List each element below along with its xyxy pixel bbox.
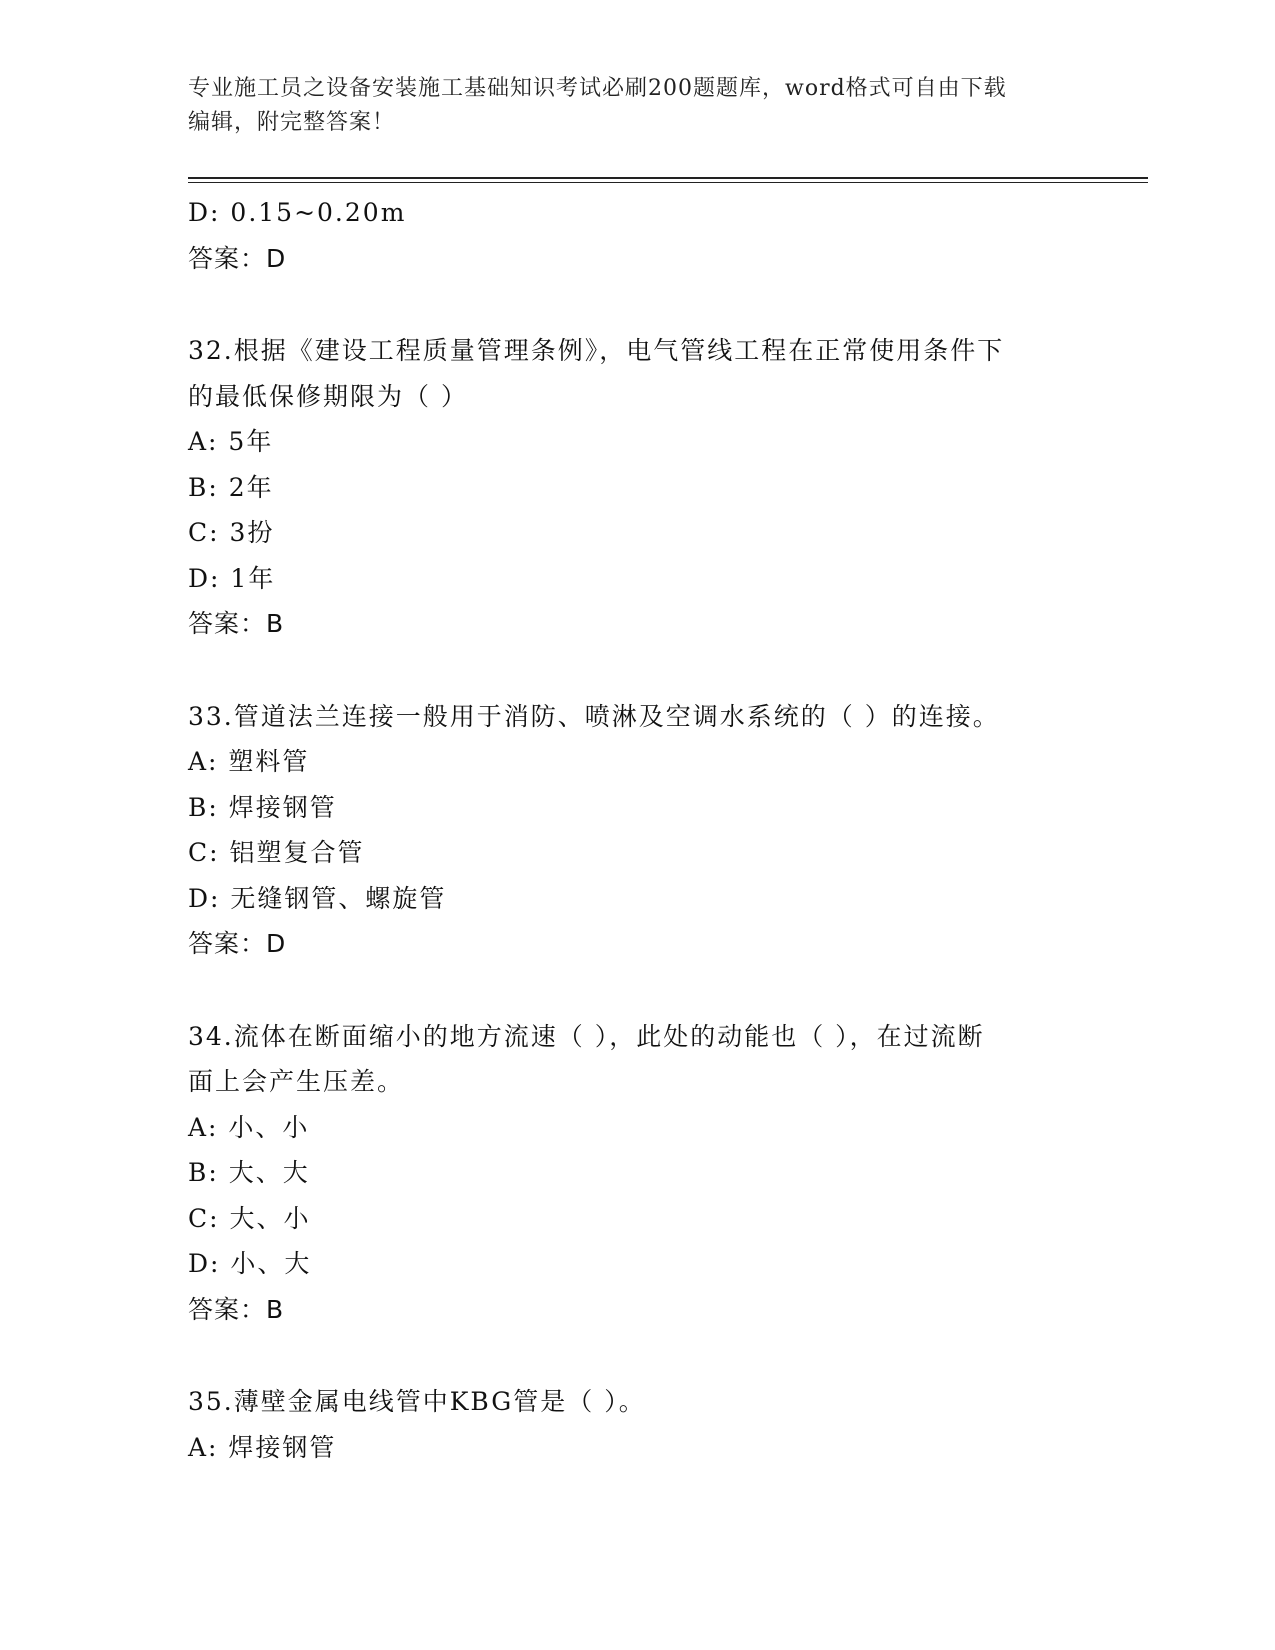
question-35 (188, 1379, 1088, 1470)
question-32-option-d: D: 1年 (188, 563, 276, 593)
question-32-text-line-1: 32.根据《建设工程质量管理条例》，电气管线工程在正常使用条件下 (188, 336, 1005, 365)
question-32 (188, 328, 1088, 647)
spacer (188, 647, 1088, 694)
question-33-option-a: A: 塑料管 (188, 747, 310, 776)
question-33 (188, 694, 1088, 967)
question-34-option-b: B: 大、大 (188, 1158, 310, 1187)
question-34-option-c: C: 大、小 (188, 1203, 311, 1233)
question-34 (188, 1014, 1088, 1333)
spacer (188, 1332, 1088, 1379)
question-32-option-c: C: 3扮 (188, 518, 275, 547)
question-33-answer: 答案：D (188, 929, 287, 958)
document-body (188, 190, 1088, 1470)
prev-option-d: D: 0.15~0.20m (188, 198, 407, 227)
question-34-text-line-1: 34.流体在断面缩小的地方流速（ ），此处的动能也（ ），在过流断 (188, 1021, 985, 1051)
question-32-text-line-2: 的最低保修期限为（ ） (188, 381, 468, 411)
question-32-option-b: B: 2年 (188, 472, 274, 502)
question-34-option-d: D: 小、大 (188, 1249, 312, 1278)
document-header (188, 72, 1088, 140)
spacer (188, 281, 1088, 328)
question-34-text-line-2: 面上会产生压差。 (188, 1067, 405, 1096)
header-divider-thick (188, 177, 1148, 179)
question-34-option-a: A: 小、小 (188, 1112, 310, 1142)
question-35-text-line-1: 35.薄壁金属电线管中KBG管是（ ）。 (188, 1387, 646, 1416)
question-33-text-line-1: 33.管道法兰连接一般用于消防、喷淋及空调水系统的（ ）的连接。 (188, 701, 1000, 731)
question-32-option-a: A: 5年 (188, 427, 274, 456)
question-32-answer: 答案：B (188, 609, 285, 638)
prev-answer: 答案：D (188, 243, 287, 273)
question-33-option-c: C: 铝塑复合管 (188, 838, 365, 867)
spacer (188, 967, 1088, 1014)
question-34-answer: 答案：B (188, 1294, 285, 1324)
header-divider-thin (188, 182, 1148, 183)
question-33-option-d: D: 无缝钢管、螺旋管 (188, 883, 447, 913)
header-line-1: 专业施工员之设备安装施工基础知识考试必刷200题题库，word格式可自由下载 (188, 76, 1007, 101)
header-line-2: 编辑，附完整答案！ (188, 110, 396, 135)
question-33-option-b: B: 焊接钢管 (188, 792, 337, 822)
question-35-option-a: A: 焊接钢管 (188, 1432, 337, 1462)
